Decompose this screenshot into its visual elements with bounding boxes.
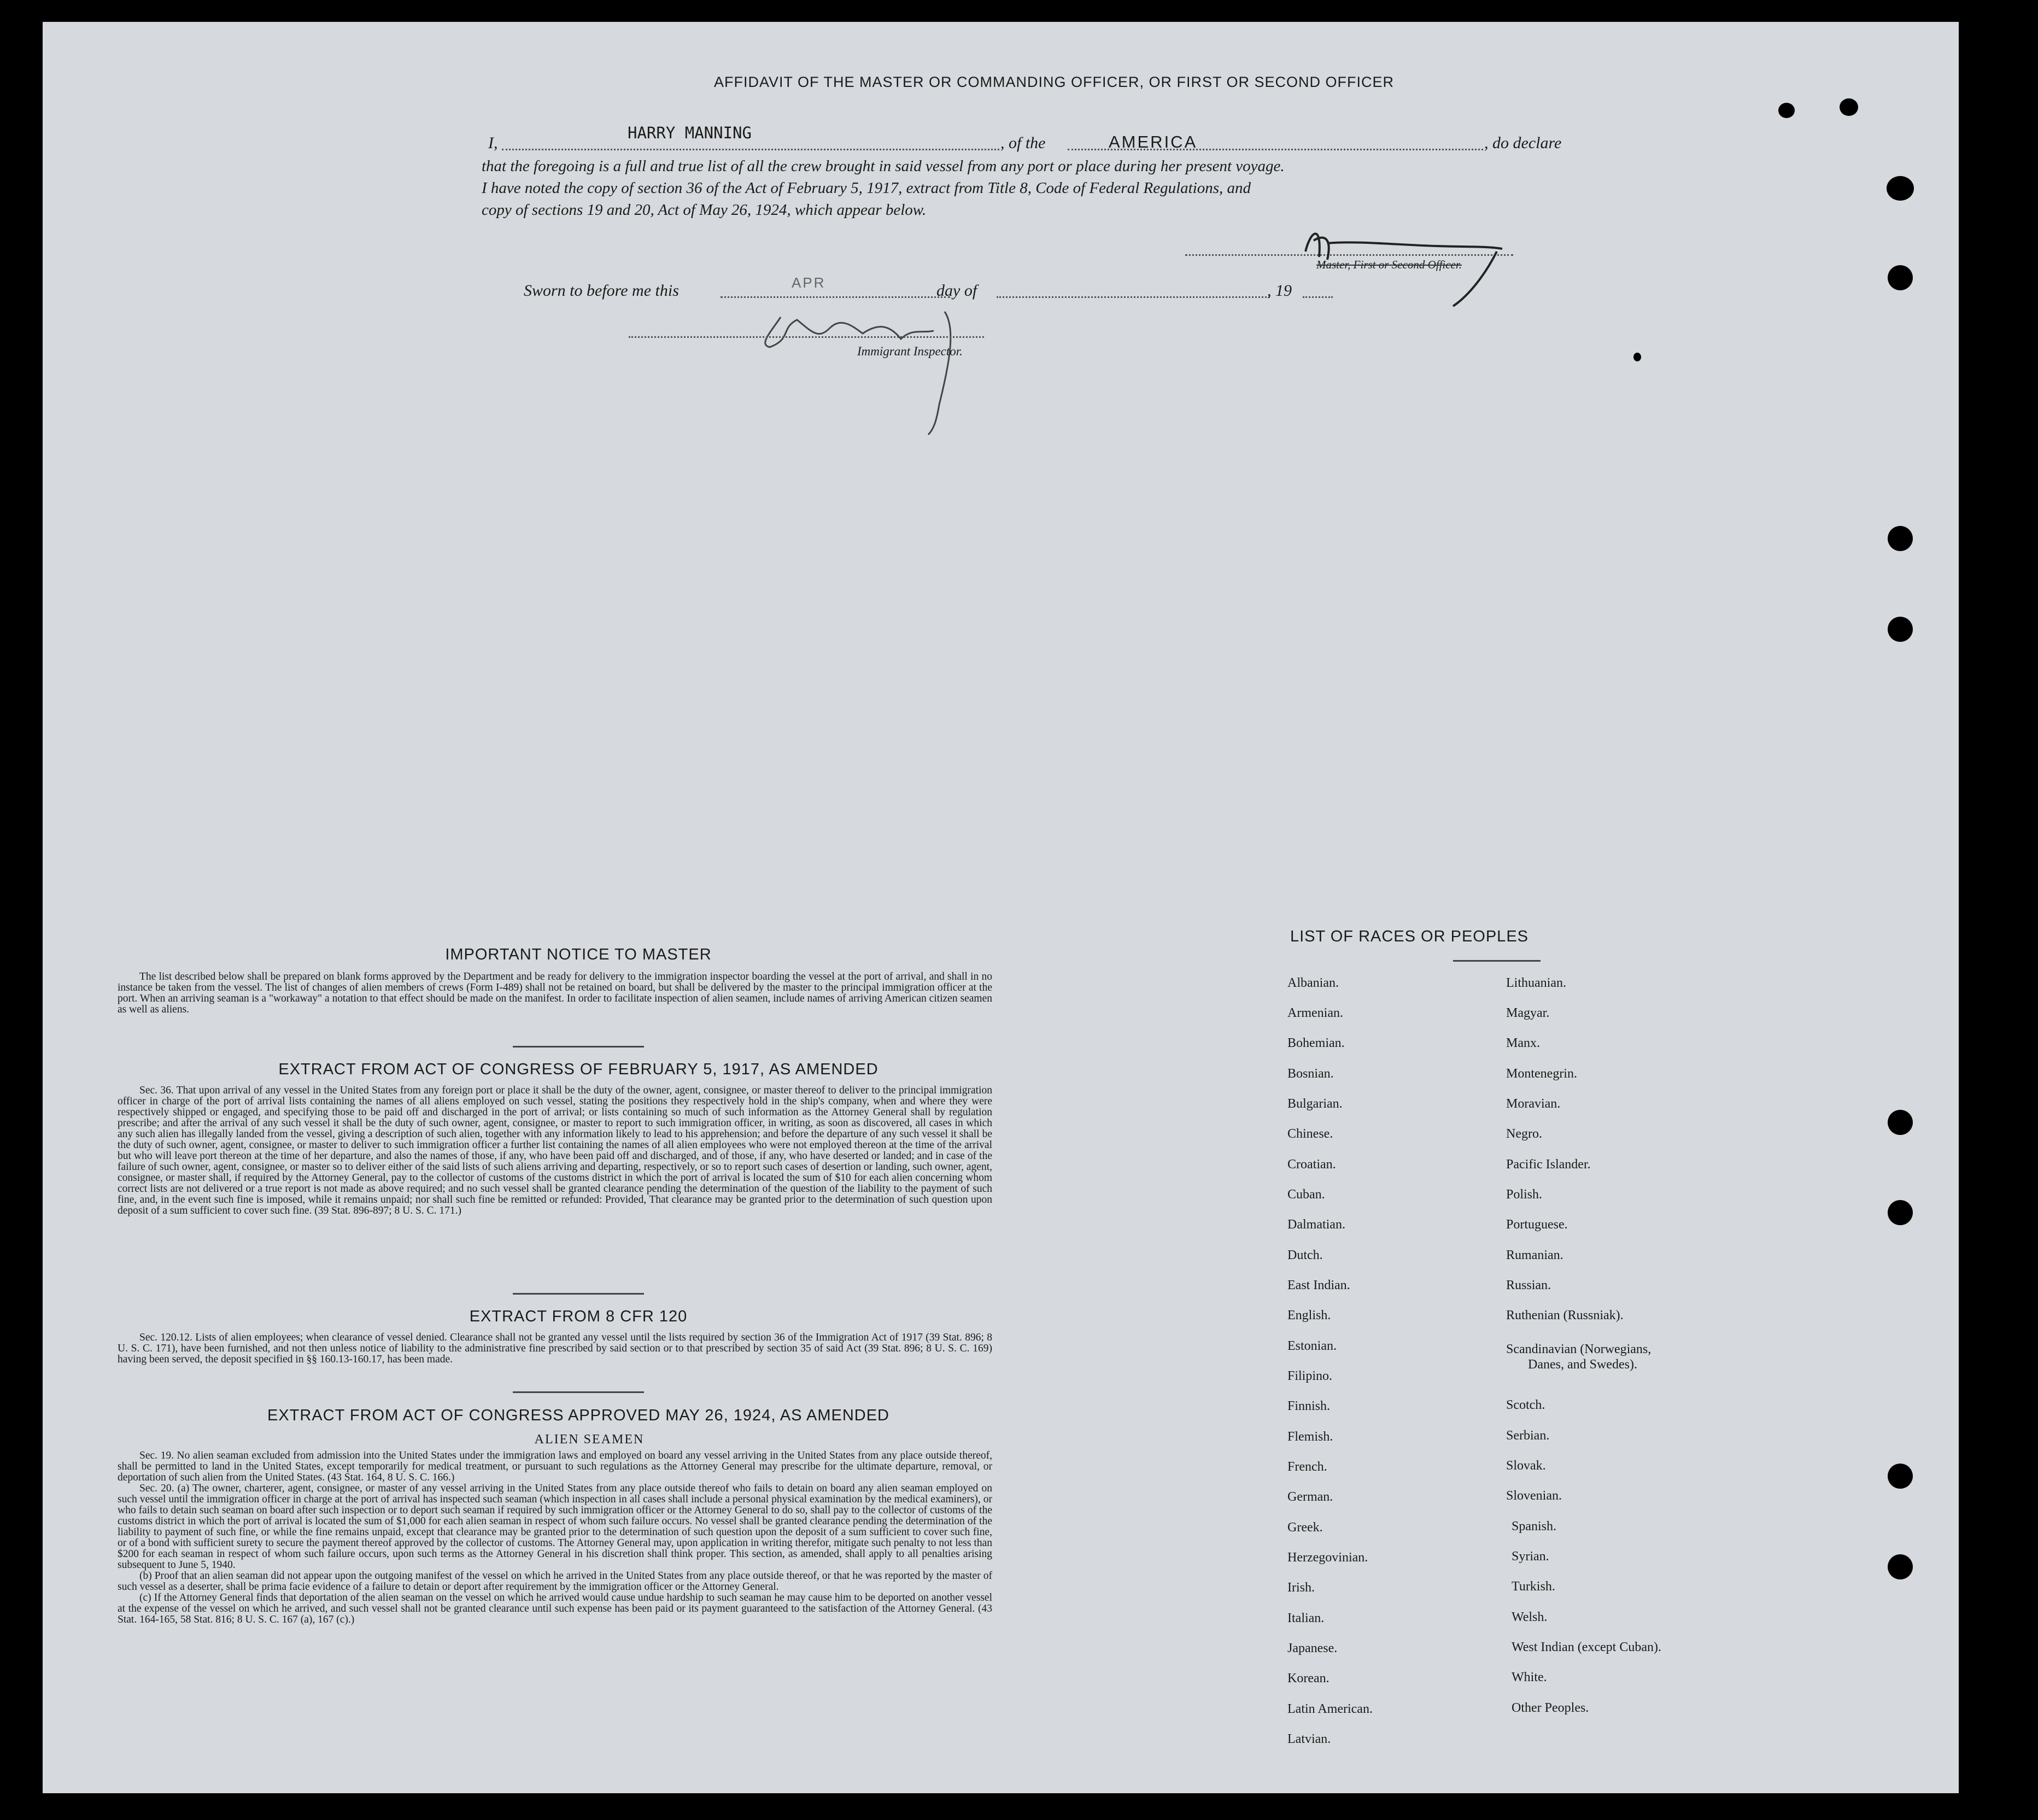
race-right-item: Scandinavian (Norwegians, <box>1506 1342 1652 1356</box>
race-right-item: Moravian. <box>1506 1097 1561 1111</box>
ink-spot <box>1633 353 1641 361</box>
race-right-item: Turkish. <box>1512 1579 1555 1594</box>
name-field-line <box>502 149 999 150</box>
race-left-item: Irish. <box>1287 1581 1315 1595</box>
race-right-item: Danes, and Swedes). <box>1528 1357 1637 1372</box>
race-right-item: Manx. <box>1506 1036 1540 1050</box>
notice-paragraph: The list described below shall be prepared on blank forms approved by the Department and be ready for delivery to the immigration inspector boarding the vessel at the port of arrival, and shall in no instance be taken from the vessel. The list of changes of alien members of crews (Form I-489) shall not be retained on board, but shall be delivered by the master to the principal immigration officer at the port. When an arriving seaman is a "workaway" a notation to that effect should be made on the manifest. In order to facilitate inspection of alien seamen, include names of arriving American citizen seamen as well as aliens. <box>118 971 992 1015</box>
race-left-item: Greek. <box>1287 1520 1323 1535</box>
race-left-item: Japanese. <box>1287 1641 1338 1655</box>
race-left-item: Italian. <box>1287 1611 1325 1625</box>
race-left-item: Albanian. <box>1287 976 1339 990</box>
race-right-item: Pacific Islander. <box>1506 1157 1591 1172</box>
punch-hole <box>1888 1200 1913 1225</box>
divider-3 <box>513 1391 644 1393</box>
alien-seamen-subtitle: ALIEN SEAMEN <box>534 1432 645 1447</box>
race-left-item: Dalmatian. <box>1287 1218 1345 1232</box>
race-left-item: Flemish. <box>1287 1430 1333 1444</box>
race-left-item: French. <box>1287 1460 1327 1474</box>
sec-20b-paragraph: (b) Proof that an alien seaman did not appear upon the outgoing manifest of the vessel on which he arrived in the United States from any place outside thereof, or that he was reported by the master of such vessel as a deserter, shall be prima facie evidence of a failure to detain or deport after requirement by the immigration officer or the Attorney General. <box>118 1570 992 1593</box>
affidavit-title: AFFIDAVIT OF THE MASTER OR COMMANDING OFFICER, OR FIRST OR SECOND OFFICER <box>713 74 1395 90</box>
extract-1924-title: EXTRACT FROM ACT OF CONGRESS APPROVED MAY 26, 1924, AS AMENDED <box>267 1407 889 1424</box>
race-right-item: Other Peoples. <box>1512 1701 1589 1715</box>
of-the-label: , of the <box>1000 134 1046 152</box>
race-right-item: Slovak. <box>1506 1459 1546 1473</box>
extract-cfr-text <box>118 1332 992 1365</box>
race-left-item: Armenian. <box>1287 1006 1343 1020</box>
declaration-line-4: copy of sections 19 and 20, Act of May 26, 1924, which appear below. <box>482 201 927 219</box>
race-left-item: East Indian. <box>1287 1278 1350 1292</box>
punch-hole <box>1888 1110 1913 1135</box>
ink-spot <box>1840 98 1858 116</box>
extract-cfr-title: EXTRACT FROM 8 CFR 120 <box>469 1308 688 1325</box>
vessel-name: AMERICA <box>1109 132 1198 151</box>
master-signature-label: Master, First or Second Officer. <box>1316 258 1462 271</box>
sworn-label: Sworn to before me this <box>524 282 679 300</box>
sec-120-paragraph: Sec. 120.12. Lists of alien employees; when clearance of vessel denied. Clearance shall not be granted any vessel until the lists required by section 36 of the Immigration Act of 1917 (39 Stat. 896; 8 U. S. C. 171), have been furnished, and not then unless notice of liability to the administrative fine prescribed by said section or to that prescribed by section 35 of said Act (39 Stat. 896; 8 U. S. C. 169) having been served, the deposit specified in §§ 160.13-160.17, has been made. <box>118 1332 992 1365</box>
punch-hole <box>1888 265 1913 290</box>
punch-hole <box>1887 176 1914 201</box>
race-left-item: Herzegovinian. <box>1287 1550 1368 1565</box>
declaration-line-2: that the foregoing is a full and true list of all the crew brought in said vessel from any port or place during her present voyage. <box>482 157 1285 175</box>
race-left-item: Croatian. <box>1287 1157 1336 1172</box>
sec-20c-paragraph: (c) If the Attorney General finds that deportation of the alien seaman on the vessel on which he arrived would cause undue hardship to such seaman he may cause him to be deported on another vessel at the expense of the vessel on which he arrived, and such vessel shall not be granted clearance until such expense has been paid or its payment guaranteed to the satisfaction of the Attorney General. (43 Stat. 164-165, 58 Stat. 816; 8 U. S. C. 167 (a), 167 (c).) <box>118 1592 992 1625</box>
sworn-date-stamp: APR <box>792 274 826 291</box>
sec-36-paragraph: Sec. 36. That upon arrival of any vessel in the United States from any foreign port or place it shall be the duty of the owner, agent, consignee, or master thereof to deliver to the principal immigration officer in charge of the port of arrival lists containing the names of all aliens employed on such vessel, stating the positions they respectively hold in the ship's company, when and where they were respectively shipped or engaged, and specifying those to be paid off and discharged in the port of arrival; or lists containing so much of such information as the Attorney General shall by regulation prescribe; and after the arrival of any such vessel it shall be the duty of such owner, agent, consignee, or master to report to such immigration officer, in writing, as soon as discovered, all cases in which any such alien has illegally landed from the vessel, giving a description of such alien, together with any information likely to lead to his apprehension; and before the departure of any such vessel it shall be the duty of such owner, agent, consignee, or master to deliver to such immigration officer a further list containing the names of all alien employees who were not employed thereon at the time of the arrival but who will leave port thereon at the time of her departure, and also the names of those, if any, who have been paid off and discharged, and of those, if any, who have deserted or landed; and in case of the failure of such owner, agent, consignee, or master so to deliver either of the said lists of such aliens arriving and departing, respectively, or so to report such cases of desertion or landing, such owner, agent, consignee, or master shall, if required by the Attorney General, pay to the collector of customs of the customs district in which the port of arrival is located the sum of $10 for each alien concerning whom correct lists are not delivered or a true report is not made as above required; and no such vessel shall be granted clearance pending the determination of the question of the liability to the payment of such fine, and, in the event such fine is imposed, while it remains unpaid; nor shall such fine be remitted or refunded: Provided, That clearance may be granted prior to the determination of such question upon deposit of a sum sufficient to cover such fine. (39 Stat. 896-897; 8 U. S. C. 171.) <box>118 1085 992 1216</box>
race-left-item: Bohemian. <box>1287 1036 1345 1050</box>
race-right-item: Portuguese. <box>1506 1218 1568 1232</box>
year-field-line <box>1303 296 1333 298</box>
race-left-item: Chinese. <box>1287 1127 1333 1141</box>
notice-title: IMPORTANT NOTICE TO MASTER <box>445 946 712 963</box>
declaration-i: I, <box>488 134 498 152</box>
race-left-item: English. <box>1287 1308 1331 1322</box>
race-right-item: Scotch. <box>1506 1398 1545 1412</box>
race-left-item: Korean. <box>1287 1671 1330 1686</box>
master-name: HARRY MANNING <box>628 124 752 142</box>
race-left-item: Finnish. <box>1287 1399 1331 1413</box>
inspector-label: Immigrant Inspector. <box>857 344 963 358</box>
punch-hole <box>1888 526 1913 551</box>
notice-text <box>118 972 992 1015</box>
race-right-item: White. <box>1512 1670 1547 1684</box>
year-prefix: , 19 <box>1267 282 1292 300</box>
race-left-item: Cuban. <box>1287 1187 1325 1202</box>
punch-hole <box>1888 1554 1913 1579</box>
race-right-item: Syrian. <box>1512 1549 1549 1564</box>
race-left-item: German. <box>1287 1490 1333 1504</box>
race-left-item: Bulgarian. <box>1287 1097 1343 1111</box>
race-right-item: Negro. <box>1506 1127 1542 1141</box>
punch-hole <box>1888 1464 1913 1489</box>
sec-20a-paragraph: Sec. 20. (a) The owner, charterer, agent, consignee, or master of any vessel arriving in the United States from any place outside thereof who fails to detain on board any alien seaman employed on such vessel until the immigration officer in charge at the port of arrival has inspected such seaman (which inspection in all cases shall include a personal physical examination by the medical examiners), or who fails to detain such seaman on board after such inspection or to deport such seaman if required by such immigration officer or the Attorney General to do so, shall pay to the collector of customs of the customs district in which the port of arrival is located the sum of $1,000 for each alien seaman in respect of whom such failure occurs. No vessel shall be granted clearance pending the determination of the liability to payment of such fine, or while the fine remains unpaid, except that clearance may be granted prior to the determination of such question upon the deposit of a sum sufficient to cover such fine, or of a bond with sufficient surety to secure the payment thereof approved by the collector of customs. The Attorney General may, upon application in writing therefor, mitigate such penalty to not less than $200 for each seaman in respect of whom such failure occurs, upon such terms as the Attorney General in his discretion shall think proper. This section, as amended, shall apply to all penalties arising subsequent to June 5, 1940. <box>118 1483 992 1571</box>
day-of-label: day of <box>936 282 977 300</box>
race-left-item: Dutch. <box>1287 1248 1323 1262</box>
race-right-item: Slovenian. <box>1506 1489 1562 1503</box>
extract-1917-text <box>118 1085 992 1216</box>
declaration-line-3: I have noted the copy of section 36 of the Act of February 5, 1917, extract from Title 8, Code of Federal Regulations, and <box>482 179 1251 197</box>
divider-1 <box>513 1046 644 1047</box>
race-right-item: Montenegrin. <box>1506 1067 1577 1081</box>
race-right-item: West Indian (except Cuban). <box>1512 1640 1661 1654</box>
race-left-item: Latin American. <box>1287 1702 1373 1716</box>
do-declare-label: , do declare <box>1484 134 1562 152</box>
sec-19-paragraph: Sec. 19. No alien seaman excluded from admission into the United States under the immigration laws and employed on board any vessel arriving in the United States from any place outside thereof, shall be permitted to land in the United States, except temporarily for medical treatment, or pursuant to such regulations as the Attorney General may prescribe for the ultimate departure, removal, or deportation of such alien from the United States. (43 Stat. 164, 8 U. S. C. 166.) <box>118 1450 992 1483</box>
ink-spot <box>1778 103 1795 118</box>
extract-1924-text <box>118 1450 992 1625</box>
race-right-item: Polish. <box>1506 1187 1543 1202</box>
race-right-item: Magyar. <box>1506 1006 1550 1020</box>
race-left-item: Bosnian. <box>1287 1067 1334 1081</box>
race-right-item: Lithuanian. <box>1506 976 1566 990</box>
document-page <box>43 22 1959 1793</box>
race-right-item: Ruthenian (Russniak). <box>1506 1308 1624 1322</box>
race-right-item: Spanish. <box>1512 1519 1557 1534</box>
inspector-signature <box>748 295 1021 437</box>
extract-1917-title: EXTRACT FROM ACT OF CONGRESS OF FEBRUARY 5, 1917, AS AMENDED <box>278 1061 879 1078</box>
race-left-item: Latvian. <box>1287 1732 1331 1746</box>
inspector-signature-line <box>629 336 984 338</box>
punch-hole <box>1888 617 1913 642</box>
races-title: LIST OF RACES OR PEOPLES <box>1290 928 1529 945</box>
sworn-month-line <box>997 296 1270 298</box>
races-divider <box>1453 960 1541 962</box>
race-left-item: Filipino. <box>1287 1369 1333 1383</box>
race-left-item: Estonian. <box>1287 1339 1337 1353</box>
race-right-item: Welsh. <box>1512 1610 1548 1624</box>
divider-2 <box>513 1293 644 1295</box>
race-right-item: Rumanian. <box>1506 1248 1563 1262</box>
race-right-item: Russian. <box>1506 1278 1551 1292</box>
race-right-item: Serbian. <box>1506 1429 1550 1443</box>
